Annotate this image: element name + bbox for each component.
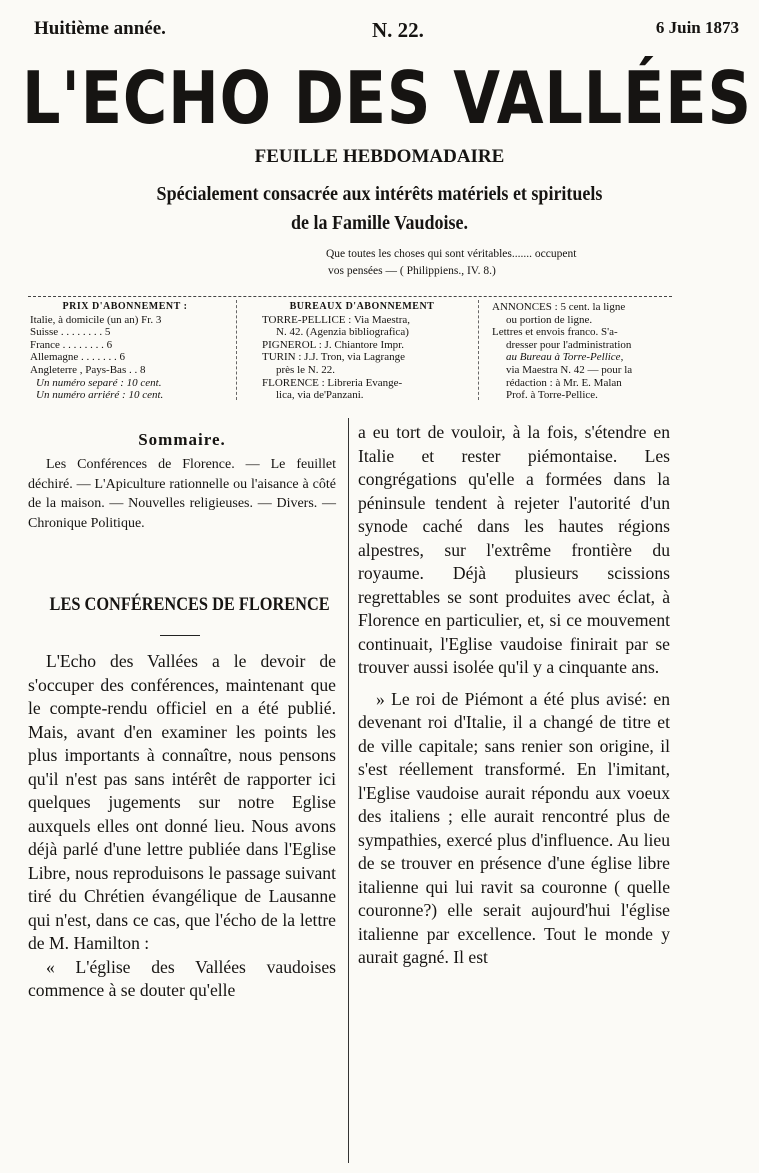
purpose-line-2: de la Famille Vaudoise.: [290, 212, 469, 234]
box-separator: [478, 300, 479, 400]
purpose-line-1: Spécialement consacrée aux intérêts matériels et spirituels: [156, 183, 603, 205]
article-column-left: [28, 650, 336, 1003]
article-paragraph: » Le roi de Piémont a été plus avisé: en devenant roi d'Italie, il a changé de titre et de ville capitale; sans renier son origine, il s'est réellement transformé. En l'imitant, l'Eglise vaudoise aurait répondu aux voeux des italiens ; elle aurait rencontré plus de sympathies, exercé plus d'influence. Au lieu de se trouver en présence d'une église libre italienne qui lui ravit sa couronne ( quelle couronne?) elle serait aujourd'hui l'église italienne par excellence. Tout le monde y aurait gagné. Il est: [358, 688, 670, 967]
article-paragraph: L'Echo des Vallées a le devoir de s'occuper des conférences, maintenant que le compte-rendu officiel en a été publié. Mais, avant d'en examiner les points les plus importants à connaître, nous pensons qu'il n'est pas sans intérêt de rapporter ici quelques jugements sur notre Eglise auxquels elles ont donné lieu. Nous avons déjà parlé d'une lettre publiée dans l'Eglise Libre, nous reproduisons le passage suivant tiré du Chrétien évangélique de Lausanne qui n'est, dans ce cas, que l'écho de la lettre de M. Hamilton :: [28, 651, 336, 953]
epigraph-line-2: vos pensées — ( Philippiens., IV. 8.): [328, 265, 496, 277]
ad-line: ou portion de ligne.: [506, 313, 593, 326]
price-line: Angleterre , Pays-Bas . . 8: [30, 363, 146, 376]
price-line: Italie, à domicile (un an) Fr. 3: [30, 313, 162, 326]
issue-date: 6 Juin 1873: [655, 18, 739, 37]
price-line: Suisse . . . . . . . . 5: [30, 326, 111, 339]
office-line: près le N. 22.: [276, 363, 335, 376]
subscription-prices-box: [30, 301, 220, 402]
title-divider: [160, 635, 200, 636]
info-box-rule: [28, 296, 672, 297]
price-line: Allemagne . . . . . . . 6: [30, 351, 126, 364]
top-line: [34, 18, 739, 40]
article-paragraph: « L'église des Vallées vaudoises commence à se douter qu'elle: [28, 956, 336, 1000]
ad-line: ANNONCES : 5 cent. la ligne: [492, 301, 626, 313]
price-line: France . . . . . . . . 6: [30, 338, 113, 351]
masthead-title: L'ECHO DES VALLÉES: [22, 56, 752, 140]
sommaire-heading: Sommaire.: [138, 430, 226, 449]
article-title: LES CONFÉRENCES DE FLORENCE: [49, 594, 330, 615]
issue-number: N. 22.: [372, 18, 424, 42]
price-line: Un numéro arriéré : 10 cent.: [36, 389, 164, 402]
office-line: TORRE-PELLICE : Via Maestra,: [262, 313, 411, 326]
box-separator: [236, 300, 237, 400]
subscription-offices-box: [262, 301, 462, 402]
epigraph: [326, 246, 671, 280]
ad-line: au Bureau à Torre-Pellice,: [506, 351, 624, 364]
article-column-right: [358, 421, 670, 970]
office-line: PIGNEROL : J. Chiantore Impr.: [262, 338, 404, 351]
price-line: Un numéro separé : 10 cent.: [36, 376, 162, 389]
advertisements-box: [492, 301, 672, 402]
prices-heading: PRIX D'ABONNEMENT :: [62, 301, 188, 312]
year-label: Huitième année.: [34, 18, 166, 39]
ad-line: rédaction : à Mr. E. Malan: [506, 376, 622, 389]
article-paragraph: a eu tort de vouloir, à la fois, s'étendre en Italie et rester piémontaise. Les congrégations qu'elle a formées dans la péninsule tendent à rejeter l'autorité d'un synode caché dans les hautes régions alpestres, sur l'extrême frontière du royaume. Déjà plusieurs scissions regrettables se sont produites avec éclat, à Florence en particulier, et, si ce mouvement continuait, l'Eglise vaudoise finirait par se trouver aussi isolée qu'il y a cinquante ans.: [358, 422, 670, 677]
office-line: FLORENCE : Libreria Evange-: [262, 376, 403, 389]
column-rule: [348, 418, 349, 1163]
ad-line: dresser pour l'administration: [506, 338, 632, 351]
ad-line: Prof. à Torre-Pellice.: [506, 389, 598, 402]
ad-line: via Maestra N. 42 — pour la: [506, 363, 633, 376]
office-line: TURIN : J.J. Tron, via Lagrange: [262, 351, 405, 364]
office-line: lica, via de'Panzani.: [276, 389, 364, 402]
sommaire-text: Les Conférences de Florence. — Le feuillet déchiré. — L'Apiculture rationnelle ou l'aisance à côté de la maison. — Nouvelles religieuses. — Divers. — Chronique Politique.: [28, 457, 336, 531]
office-line: N. 42. (Agenzia bibliografica): [276, 326, 409, 339]
ad-line: Lettres et envois franco. S'a-: [492, 326, 618, 339]
weekly-subtitle: FEUILLE HEBDOMADAIRE: [254, 146, 505, 167]
offices-heading: BUREAUX D'ABONNEMENT: [289, 301, 435, 312]
epigraph-line-1: Que toutes les choses qui sont véritables....... occupent: [326, 248, 577, 260]
